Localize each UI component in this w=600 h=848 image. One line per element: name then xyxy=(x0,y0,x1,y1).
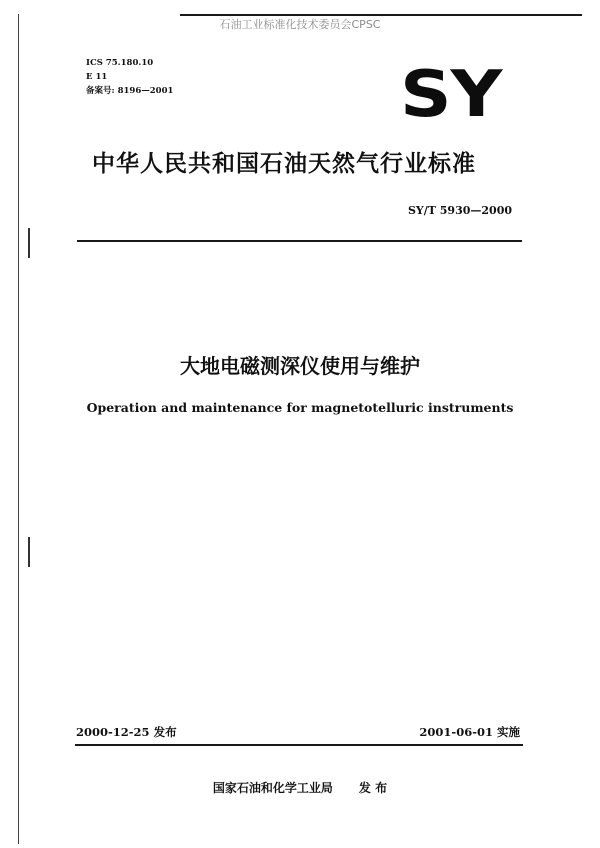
footer-divider xyxy=(75,744,523,746)
issuer-line xyxy=(0,779,600,796)
scan-mark xyxy=(28,537,30,567)
watermark-text: 石油工业标准化技术委员会CPSC xyxy=(219,18,381,31)
header-divider xyxy=(77,240,522,242)
record-number: 备案号: 8196—2001 xyxy=(86,86,174,96)
scan-mark xyxy=(28,228,30,258)
sy-logo: SY xyxy=(400,58,502,132)
scan-left-edge xyxy=(18,14,19,844)
ics-code: ICS 75.180.10 xyxy=(86,58,154,68)
issuer-name: 国家石油和化学工业局 xyxy=(212,781,333,795)
publish-date: 2000-12-25 发布 xyxy=(76,725,177,739)
issuer-action: 发 布 xyxy=(358,781,388,795)
effective-date: 2001-06-01 实施 xyxy=(419,725,520,739)
class-code: E 11 xyxy=(86,72,108,82)
org-title: 中华人民共和国石油天然气行业标准 xyxy=(92,151,476,177)
document-title-en: Operation and maintenance for magnetotelluric instruments xyxy=(86,400,514,415)
document-title-cn: 大地电磁测深仪使用与维护 xyxy=(180,354,420,378)
standard-code: SY/T 5930—2000 xyxy=(407,204,512,217)
